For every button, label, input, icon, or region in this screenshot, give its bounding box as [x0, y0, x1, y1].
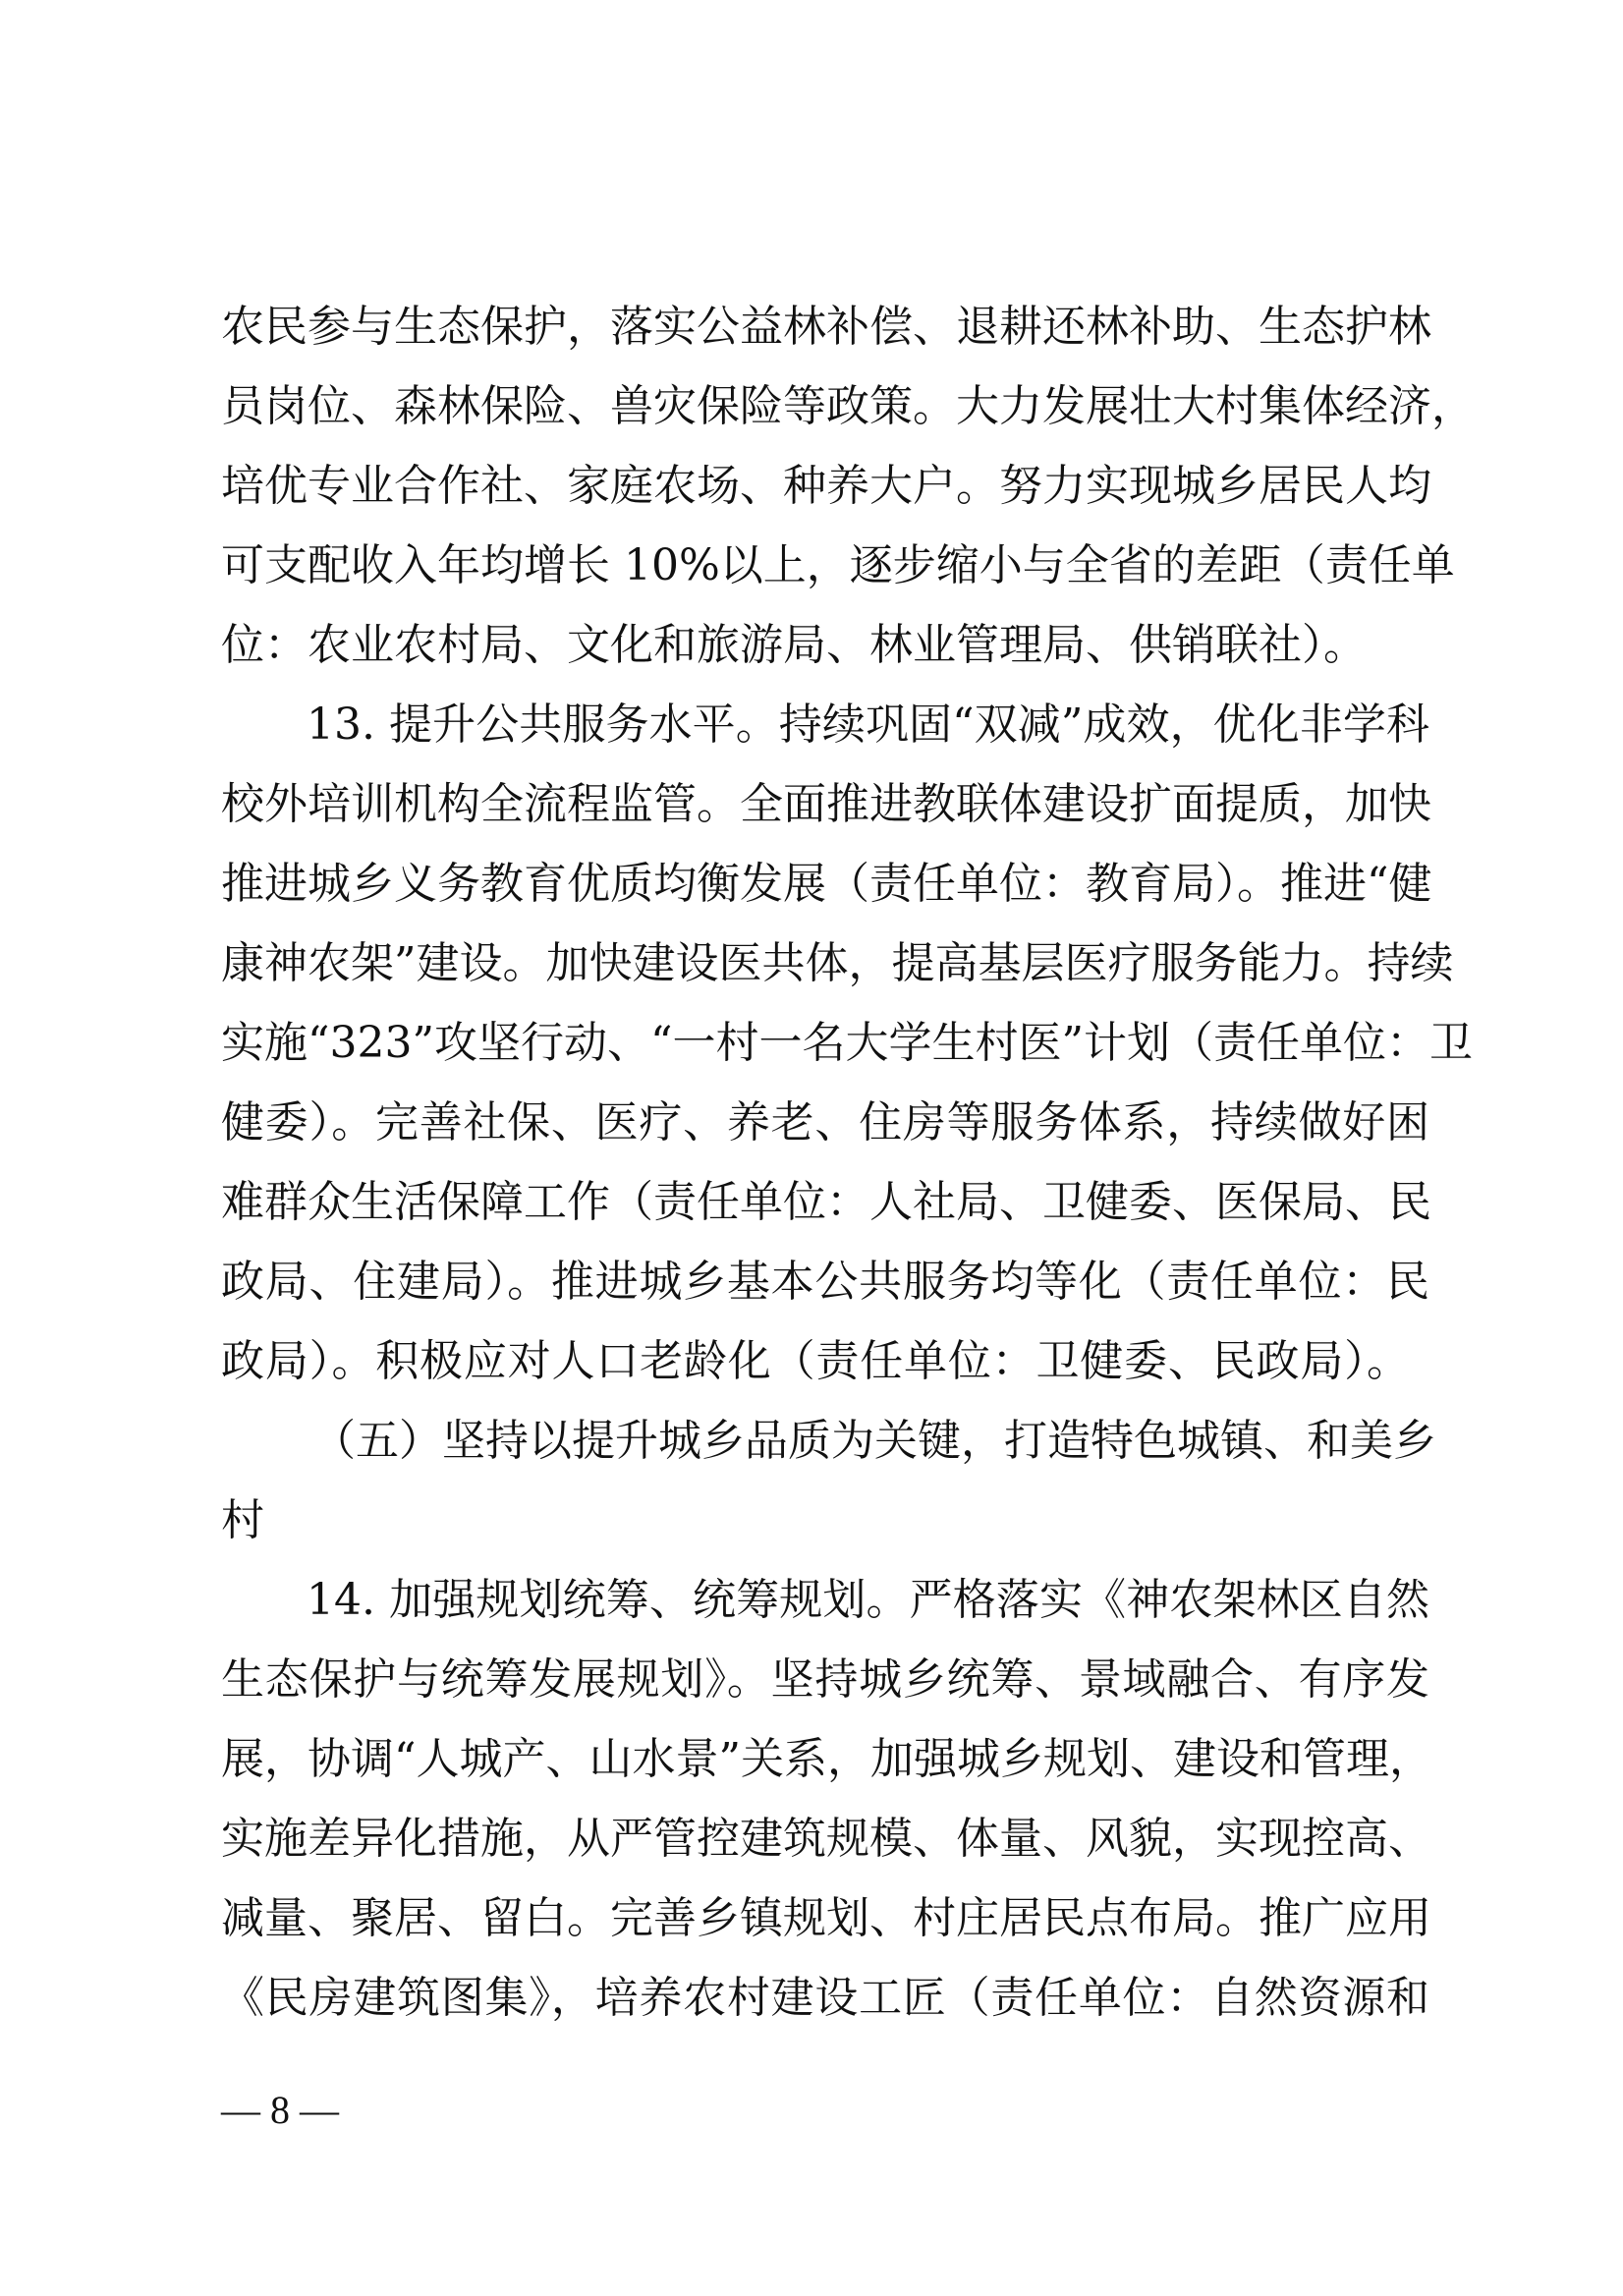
- text-line: 员岗位、森林保险、兽灾保险等政策。大力发展壮大村集体经济，: [221, 381, 1475, 431]
- text-line: 政局、住建局）。推进城乡基本公共服务均等化（责任单位：民: [221, 1257, 1429, 1307]
- text-line: 13. 提升公共服务水平。持续巩固“双减”成效，优化非学科: [307, 700, 1429, 750]
- text-line: 实施差异化措施，从严管控建筑规模、体量、风貌，实现控高、: [221, 1814, 1431, 1864]
- text-line: 减量、聚居、留白。完善乡镇规划、村庄居民点布局。推广应用: [221, 1893, 1431, 1943]
- text-line: 推进城乡义务教育优质均衡发展（责任单位：教育局）。推进“健: [221, 859, 1432, 909]
- text-line: 生态保护与统筹发展规划》。坚持城乡统筹、景域融合、有序发: [221, 1654, 1429, 1705]
- text-line: 培优专业合作社、家庭农场、种养大户。努力实现城乡居民人均: [221, 461, 1431, 511]
- text-line: 位：农业农村局、文化和旅游局、林业管理局、供销联社）。: [221, 620, 1367, 670]
- text-line: 《民房建筑图集》，培养农村建设工匠（责任单位：自然资源和: [221, 1973, 1429, 2023]
- text-line: 健委）。完善社保、医疗、养老、住房等服务体系，持续做好困: [221, 1097, 1429, 1148]
- section-heading-line: 村: [221, 1495, 264, 1545]
- text-line: 政局）。积极应对人口老龄化（责任单位：卫健委、民政局）。: [221, 1336, 1410, 1386]
- text-line: 校外培训机构全流程监管。全面推进教联体建设扩面提质，加快: [221, 779, 1431, 829]
- text-line: 实施“323”攻坚行动、“一村一名大学生村医”计划（责任单位：卫: [221, 1018, 1473, 1068]
- text-line: 难群众生活保障工作（责任单位：人社局、卫健委、医保局、民: [221, 1177, 1431, 1227]
- text-line: 农民参与生态保护，落实公益林补偿、退耕还林补助、生态护林: [221, 302, 1431, 352]
- text-line: 展，协调“人城产、山水景”关系，加强城乡规划、建设和管理，: [221, 1734, 1432, 1784]
- text-line: 康神农架”建设。加快建设医共体，提高基层医疗服务能力。持续: [221, 938, 1454, 988]
- section-heading-line: （五）坚持以提升城乡品质为关键，打造特色城镇、和美乡: [312, 1416, 1436, 1466]
- text-line: 可支配收入年均增长 10%以上，逐步缩小与全省的差距（责任单: [221, 540, 1455, 590]
- page-number: — 8 —: [221, 2088, 339, 2132]
- text-line: 14. 加强规划统筹、统筹规划。严格落实《神农架林区自然: [307, 1575, 1429, 1625]
